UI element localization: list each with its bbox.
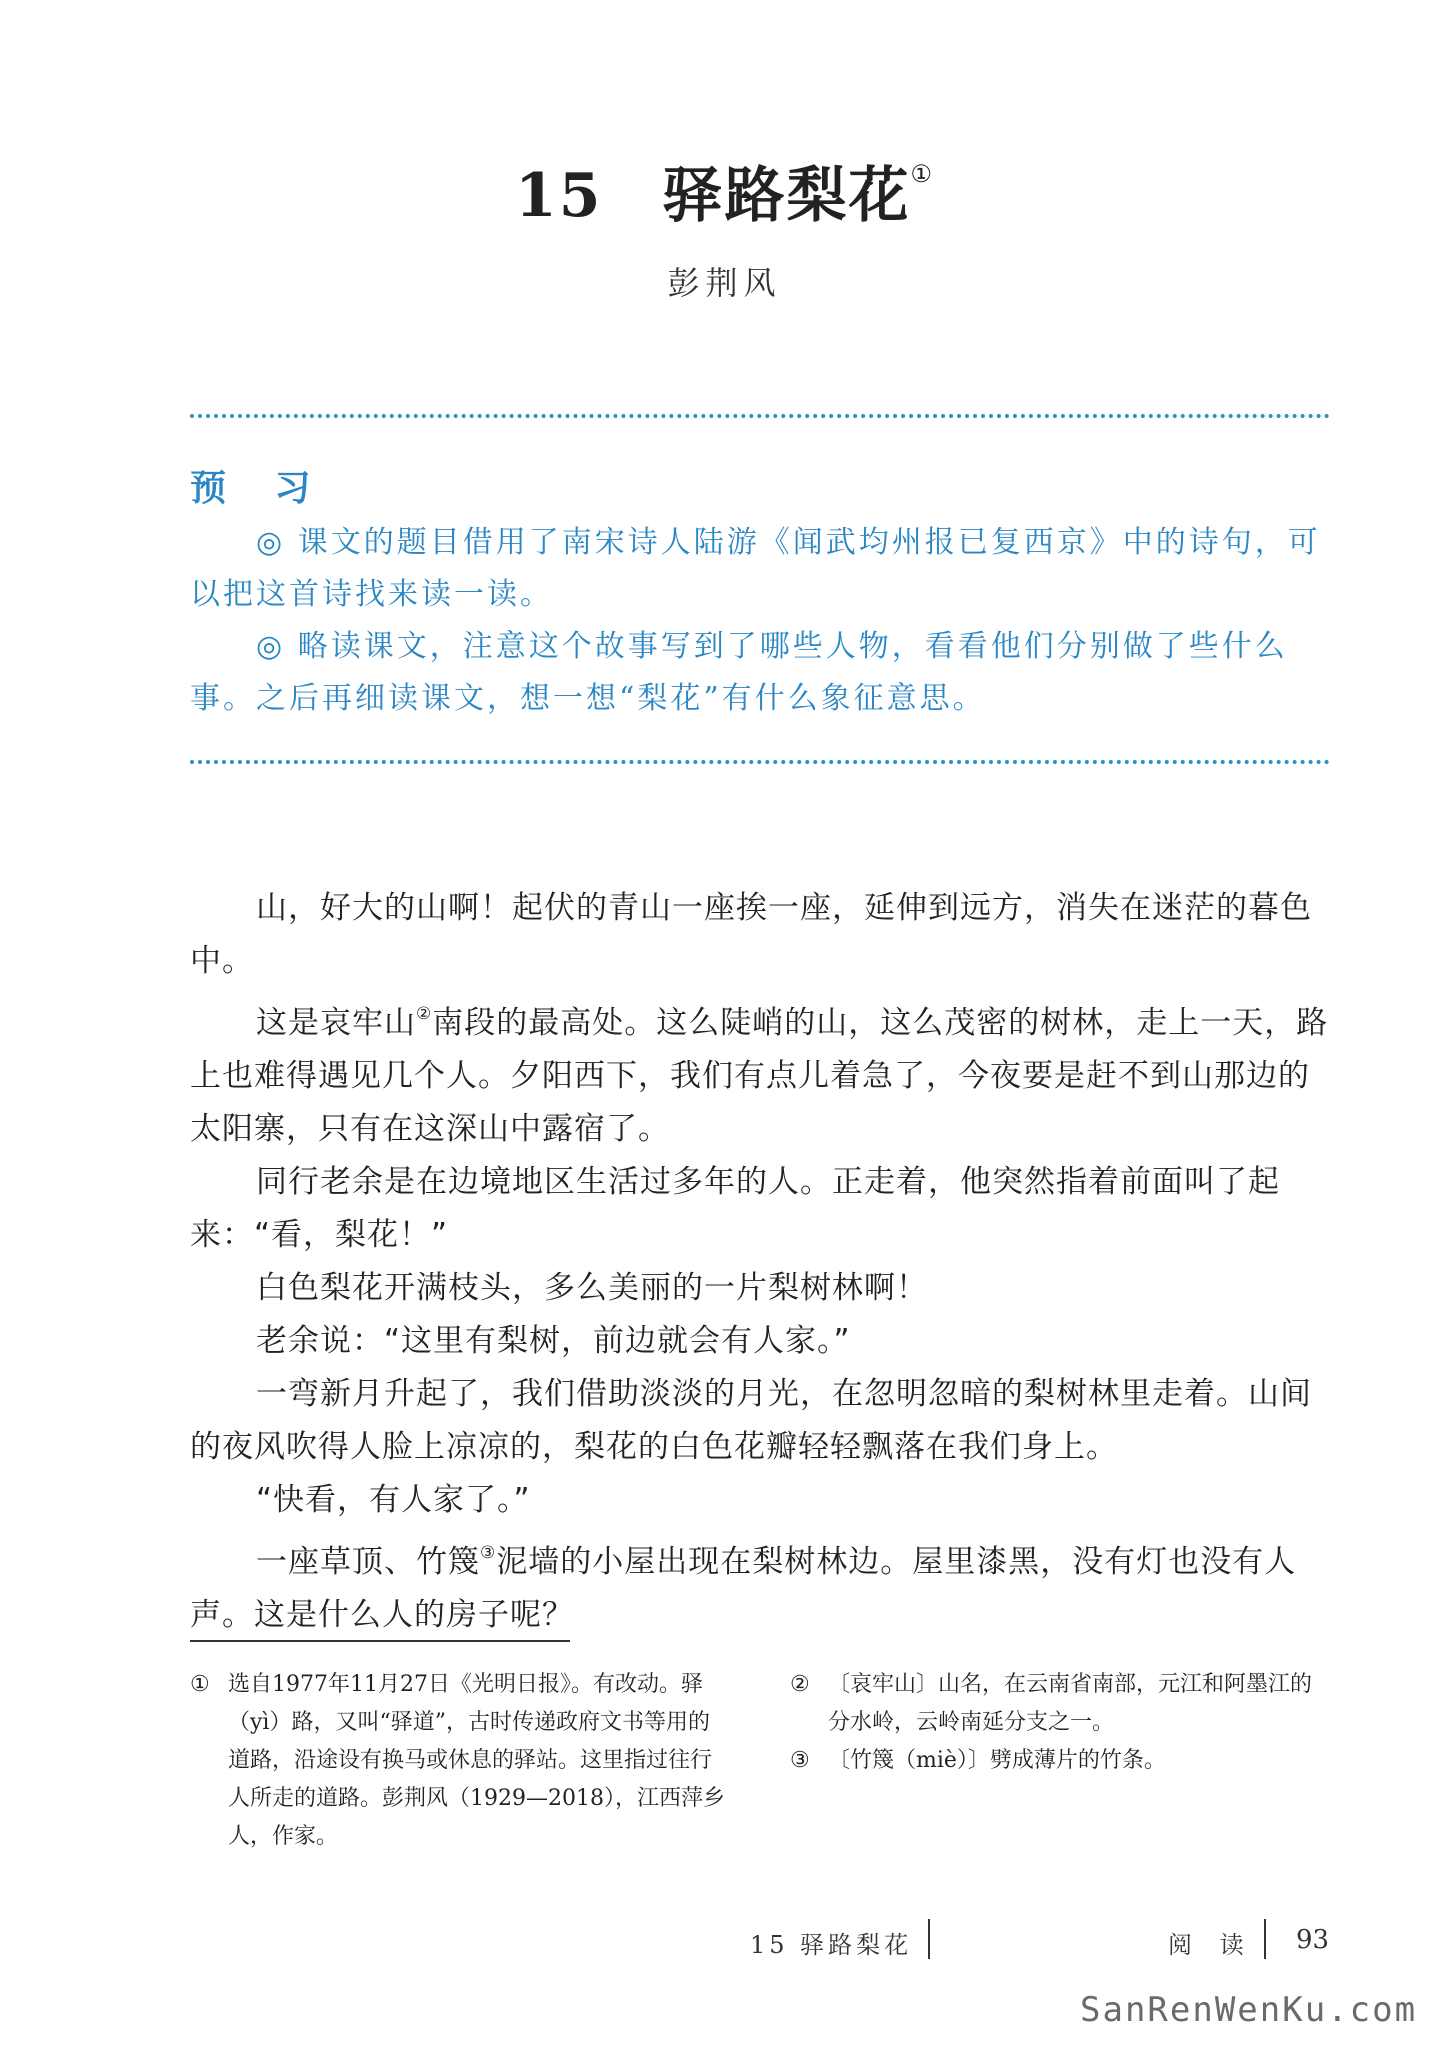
preview-item: ◎ 课文的题目借用了南宋诗人陆游《闻武均州报已复西京》中的诗句，可以把这首诗找来读一读。 [190, 525, 1321, 612]
preview-item: ◎ 略读课文，注意这个故事写到了哪些人物，看看他们分别做了些什么事。之后再细读课文，想一想“梨花”有什么象征意思。 [190, 629, 1288, 716]
footnote-text: 〔哀牢山〕山名，在云南省南部，元江和阿墨江的分水岭，云岭南延分支之一。 [828, 1672, 1313, 1735]
paragraph [190, 988, 1330, 1156]
preview-heading: 预 习 [190, 468, 329, 509]
footnote-text: 选自1977年11月27日《光明日报》。有改动。驿（yì）路，又叫“驿道”，古时传递政府文书等用的道路，沿途设有换马或休息的驿站。这里指过往行人所走的道路。彭荆风（1929—2018），江西萍乡人，作家。 [228, 1672, 725, 1849]
footnotes [190, 1666, 1330, 1856]
lesson-title-text: 驿路梨花 [662, 161, 911, 231]
lesson-number: 15 [514, 161, 603, 231]
preview-bottom-divider [190, 760, 1330, 764]
footnote [790, 1666, 1330, 1742]
footnote-mark: ② [790, 1672, 810, 1697]
preview-box [190, 460, 1330, 725]
paragraph: 一弯新月升起了，我们借助淡淡的月光，在忽明忽暗的梨树林里走着。山间的夜风吹得人脸上凉凉的，梨花的白色花瓣轻轻飘落在我们身上。 [190, 1376, 1312, 1465]
paragraph-text: 泥墙的小屋出现在梨树林边。屋里漆黑，没有灯也没有人声。这是什么人的房子呢？ [190, 1544, 1297, 1633]
paragraph: “快看，有人家了。” [256, 1482, 531, 1518]
paragraph-text: 这是哀牢山 [256, 1005, 416, 1041]
title-footnote-mark: ① [910, 160, 934, 188]
paragraph: 老余说：“这里有梨树，前边就会有人家。” [256, 1323, 851, 1359]
paragraph-text: 南段的最高处。这么陡峭的山，这么茂密的树林，走上一天，路上也难得遇见几个人。夕阳西下，我们有点儿着急了，今夜要是赶不到山那边的太阳寨，只有在这深山中露宿了。 [190, 1005, 1329, 1147]
footnote-mark: ① [190, 1672, 210, 1697]
footnote-ref: ② [416, 1004, 433, 1024]
paragraph: 白色梨花开满枝头，多么美丽的一片梨树林啊！ [256, 1270, 928, 1306]
paragraph: 山，好大的山啊！起伏的青山一座挨一座，延伸到远方，消失在迷茫的暮色中。 [190, 890, 1312, 979]
article-body [190, 882, 1330, 1642]
footnote [790, 1742, 1330, 1780]
page-footer [0, 1925, 1449, 1965]
watermark: SanRenWenKu.com [1080, 1990, 1418, 2030]
lesson-title [0, 148, 1449, 234]
footnote-mark: ③ [790, 1748, 810, 1773]
footer-divider [928, 1919, 930, 1959]
footnote [190, 1666, 730, 1856]
preview-top-divider [190, 414, 1330, 418]
footer-chapter: 15 驿路梨花 [750, 1931, 913, 1959]
footer-section: 阅 读 [1168, 1931, 1254, 1959]
footnote-rule [190, 1640, 570, 1642]
footer-divider [1264, 1919, 1266, 1959]
page-number: 93 [1296, 1925, 1330, 1955]
footnote-ref: ③ [480, 1543, 497, 1563]
paragraph [190, 1527, 1330, 1642]
paragraph-text: 一座草顶、竹篾 [256, 1544, 480, 1580]
paragraph: 同行老余是在边境地区生活过多年的人。正走着，他突然指着前面叫了起来：“看，梨花！” [190, 1164, 1280, 1253]
footnote-text: 〔竹篾（miè）〕劈成薄片的竹条。 [828, 1748, 1166, 1773]
author-name: 彭荆风 [667, 264, 782, 302]
